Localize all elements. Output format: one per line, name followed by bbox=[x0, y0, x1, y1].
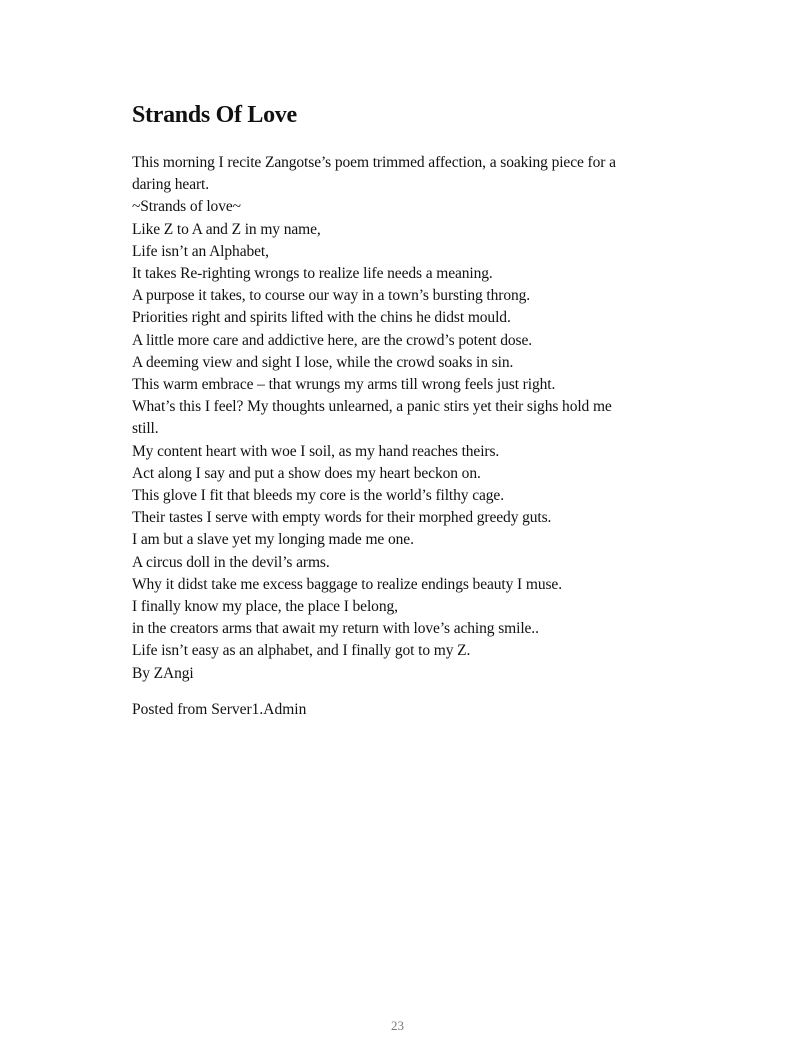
poem-body bbox=[132, 152, 677, 685]
text-line: A circus doll in the devil’s arms. bbox=[132, 553, 330, 571]
text-line: Priorities right and spirits lifted with the chins he didst mould. bbox=[132, 309, 511, 327]
text-line: It takes Re-righting wrongs to realize life needs a meaning. bbox=[132, 265, 493, 283]
text-line: Like Z to A and Z in my name, bbox=[132, 220, 321, 238]
author-signature: By ZAngi bbox=[132, 664, 194, 682]
text-line: Life isn’t an Alphabet, bbox=[132, 242, 269, 260]
text-line: This warm embrace – that wrungs my arms till wrong feels just right. bbox=[132, 376, 556, 394]
text-line: A purpose it takes, to course our way in a town’s bursting throng. bbox=[132, 287, 531, 305]
text-line: still. bbox=[132, 420, 159, 438]
text-line: What’s this I feel? My thoughts unlearned, a panic stirs yet their sighs hold me bbox=[132, 398, 612, 416]
text-line: Why it didst take me excess baggage to realize endings beauty I muse. bbox=[132, 575, 562, 593]
text-line: My content heart with woe I soil, as my hand reaches theirs. bbox=[132, 442, 500, 460]
page-number: 23 bbox=[391, 1018, 404, 1033]
text-line: This glove I fit that bleeds my core is the world’s filthy cage. bbox=[132, 487, 504, 505]
text-line: This morning I recite Zangotse’s poem trimmed affection, a soaking piece for a bbox=[132, 154, 616, 171]
text-line: A deeming view and sight I lose, while the crowd soaks in sin. bbox=[132, 353, 514, 371]
text-line: ~Strands of love~ bbox=[132, 198, 241, 216]
text-line: in the creators arms that await my return with love’s aching smile.. bbox=[132, 620, 539, 638]
posted-from-note: Posted from Server1.Admin bbox=[132, 701, 307, 718]
text-line: Life isn’t easy as an alphabet, and I finally got to my Z. bbox=[132, 642, 471, 660]
text-line: daring heart. bbox=[132, 176, 210, 194]
page-title: Strands Of Love bbox=[132, 102, 297, 128]
text-line: I am but a slave yet my longing made me one. bbox=[132, 531, 414, 549]
text-line: Act along I say and put a show does my heart beckon on. bbox=[132, 464, 481, 482]
text-line: I finally know my place, the place I belong, bbox=[132, 598, 398, 616]
text-line: Their tastes I serve with empty words for their morphed greedy guts. bbox=[132, 509, 552, 527]
text-line: A little more care and addictive here, are the crowd’s potent dose. bbox=[132, 331, 533, 349]
